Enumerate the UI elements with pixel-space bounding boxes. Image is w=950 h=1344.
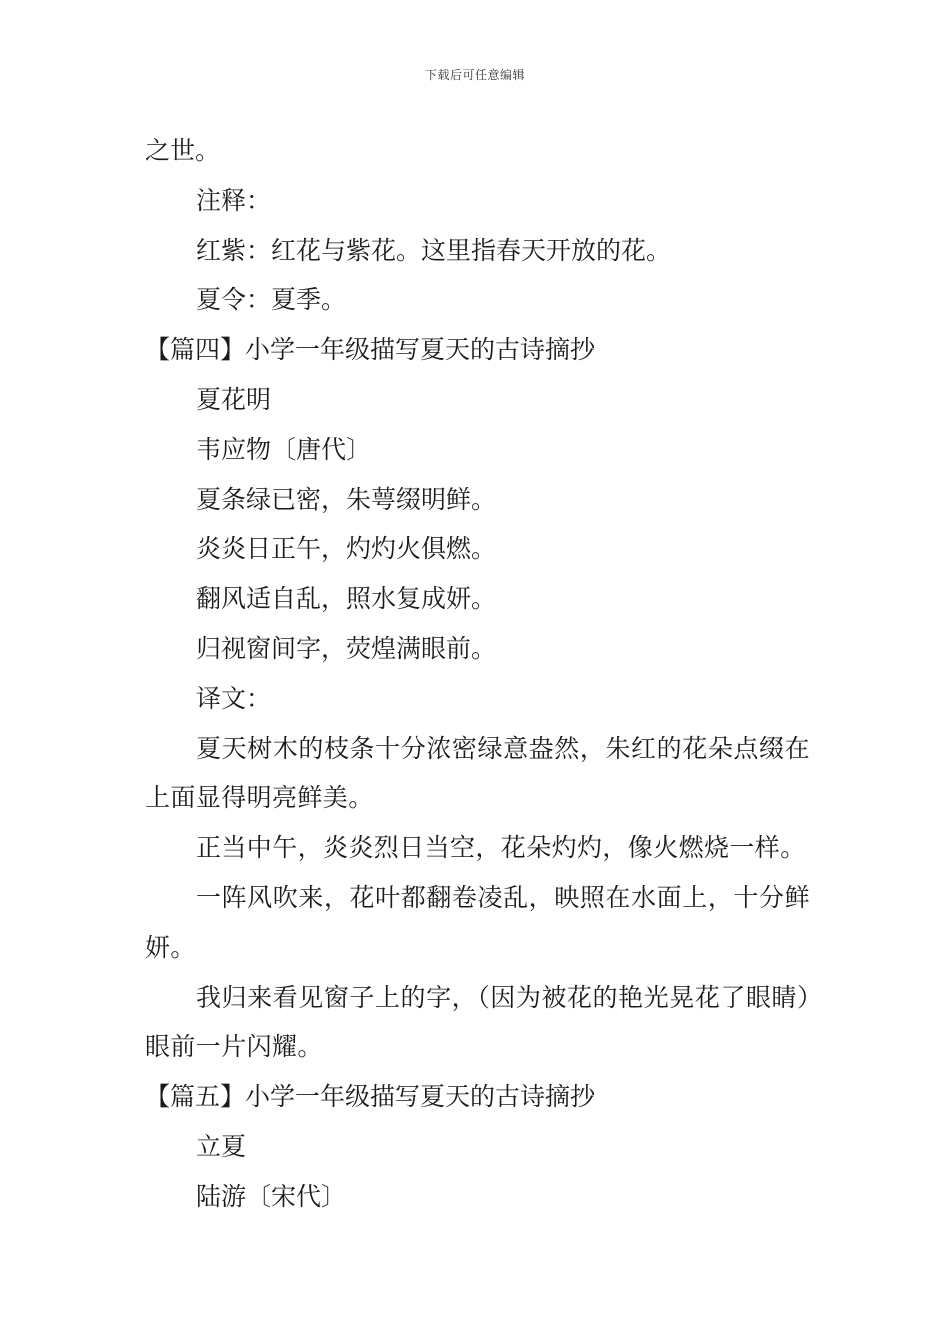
translation-paragraph: 一阵风吹来，花叶都翻卷凌乱，映照在水面上，十分鲜妍。	[145, 882, 810, 962]
section-heading-4: 【篇四】小学一年级描写夏天的古诗摘抄	[145, 335, 596, 365]
section-heading-5: 【篇五】小学一年级描写夏天的古诗摘抄	[145, 1082, 596, 1112]
poem-line: 夏条绿已密，朱萼缀明鲜。	[196, 484, 497, 514]
notes-heading: 注释：	[196, 185, 272, 215]
translation-paragraph: 我归来看见窗子上的字，（因为被花的艳光晃花了眼睛）眼前一片闪耀。	[145, 982, 810, 1062]
poem-line: 归视窗间字，荧煌满眼前。	[196, 633, 497, 663]
poem-title: 立夏	[196, 1131, 247, 1161]
translation-paragraph: 正当中午，炎炎烈日当空，花朵灼灼，像火燃烧一样。	[196, 833, 806, 863]
poem-author: 陆游〔宋代〕	[196, 1181, 347, 1211]
document-body	[145, 126, 810, 1222]
translation-paragraph: 夏天树木的枝条十分浓密绿意盎然，朱红的花朵点缀在上面显得明亮鲜美。	[145, 733, 810, 813]
text-line: 之世。	[145, 136, 221, 165]
header-note: 下载后可任意编辑	[424, 68, 525, 82]
poem-title: 夏花明	[196, 384, 272, 414]
poem-line: 炎炎日正午，灼灼火俱燃。	[196, 534, 497, 564]
translation-heading: 译文：	[196, 683, 272, 713]
note-item: 夏令：夏季。	[196, 285, 347, 315]
poem-author: 韦应物〔唐代〕	[196, 434, 372, 464]
poem-line: 翻风适自乱，照水复成妍。	[196, 584, 497, 614]
note-item: 红紫：红花与紫花。这里指春天开放的花。	[196, 235, 672, 265]
